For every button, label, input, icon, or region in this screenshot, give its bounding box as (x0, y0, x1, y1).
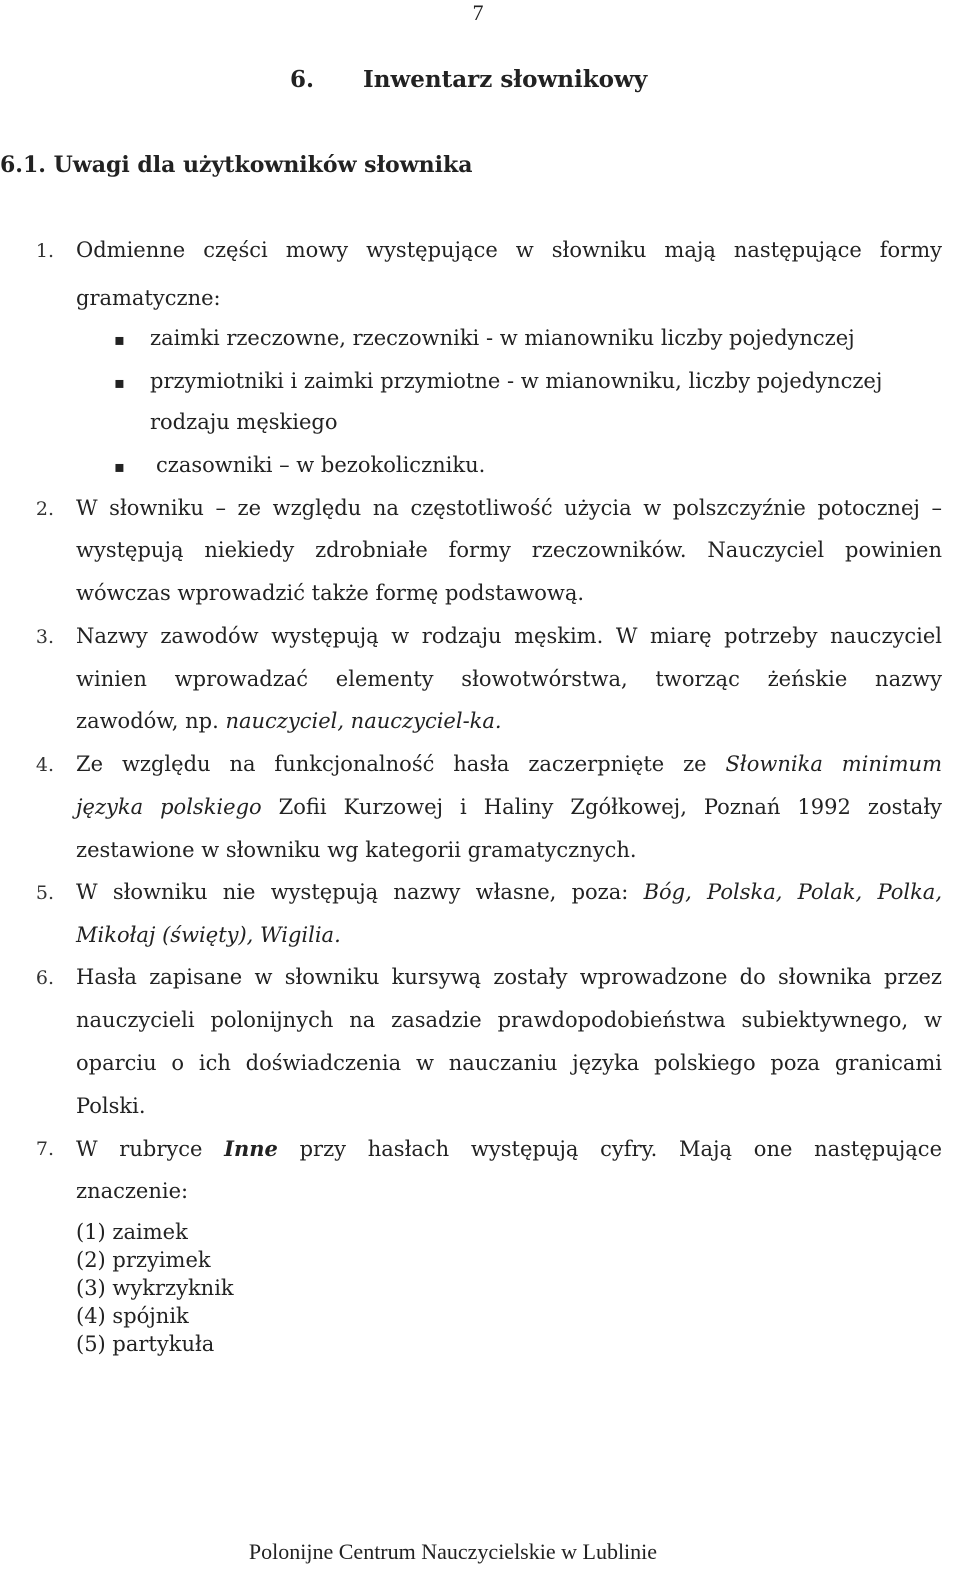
section-number: 6. (290, 66, 315, 93)
item-text-line: winien wprowadzać elementy słowotwórstwa, tworząc żeńskie nazwy (76, 667, 942, 691)
italic-title: Słownika minimum (725, 752, 942, 776)
item-text-line: Hasła zapisane w słowniku kursywą zostały wprowadzone do słownika przez (76, 965, 942, 989)
item-number: 7. (35, 1138, 54, 1160)
item-text-line (76, 752, 942, 776)
code-list (76, 1218, 234, 1358)
code-list-item: (3) wykrzyknik (76, 1276, 234, 1300)
section-title: Inwentarz słownikowy (363, 66, 648, 93)
code-list-item: (4) spójnik (76, 1304, 189, 1328)
page-number: 7 (472, 0, 484, 25)
bold-italic-term: Inne (224, 1136, 278, 1161)
item-number: 2. (35, 498, 54, 520)
italic-example: nauczyciel, nauczyciel-ka. (225, 709, 502, 733)
subsection-heading: 6.1. Uwagi dla użytkowników słownika (0, 152, 473, 178)
code-list-item: (1) zaimek (76, 1220, 188, 1244)
bullet-icon: ▪ (114, 457, 125, 476)
item-number: 6. (35, 967, 54, 989)
item-text-line: W słowniku – ze względu na częstotliwość użycia w polszczyźnie potocznej – (76, 496, 942, 520)
text-run: W rubryce (76, 1137, 203, 1161)
item-text-line: Nazwy zawodów występują w rodzaju męskim. W miarę potrzeby nauczyciel (76, 624, 942, 648)
text-run: przy hasłach występują cyfry. Mają one następujące (299, 1137, 942, 1161)
text-run: zawodów, np. (76, 709, 219, 733)
code-list-item: (2) przyimek (76, 1248, 211, 1272)
item-text-line: Odmienne części mowy występujące w słowniku mają następujące formy (76, 238, 942, 262)
bullet-text: czasowniki – w bezokoliczniku. (156, 453, 486, 477)
item-number: 4. (35, 754, 54, 776)
item-text-line: oparciu o ich doświadczenia w nauczaniu języka polskiego poza granicami (76, 1051, 942, 1075)
item-text-line (76, 795, 942, 819)
item-number: 1. (35, 240, 54, 262)
item-text-line: znaczenie: (76, 1179, 189, 1203)
item-text-line: zestawione w słowniku wg kategorii gramatycznych. (76, 838, 637, 862)
item-text-line (76, 880, 942, 904)
bullet-icon: ▪ (114, 373, 125, 392)
item-text-line: gramatyczne: (76, 286, 221, 310)
item-text-line (76, 709, 502, 733)
item-text-line: Polski. (76, 1094, 146, 1118)
item-text-line: występują niekiedy zdrobniałe formy rzeczowników. Nauczyciel powinien (76, 538, 942, 562)
item-number: 3. (35, 626, 54, 648)
text-run: Zofii Kurzowej i Haliny Zgółkowej, Poznań 1992 zostały (278, 795, 942, 819)
text-run: Ze względu na funkcjonalność hasła zaczerpnięte ze (76, 752, 707, 776)
item-text-line: wówczas wprowadzić także formę podstawową. (76, 581, 585, 605)
code-list-item: (5) partykuła (76, 1332, 215, 1356)
bullet-icon: ▪ (114, 330, 125, 349)
bullet-text: zaimki rzeczowne, rzeczowniki - w mianowniku liczby pojedynczej (150, 326, 855, 350)
item-text-line: Mikołaj (święty), Wigilia. (76, 923, 341, 947)
section-heading (290, 66, 647, 93)
item-text-line (76, 1136, 942, 1161)
bullet-text: przymiotniki i zaimki przymiotne - w mianowniku, liczby pojedynczej (150, 369, 883, 393)
item-number: 5. (35, 882, 54, 904)
text-run: W słowniku nie występują nazwy własne, poza: (76, 880, 629, 904)
bullet-text-continuation: rodzaju męskiego (150, 410, 338, 434)
page-footer: Polonijne Centrum Nauczycielskie w Lublinie (248, 1539, 658, 1564)
item-text-line: nauczycieli polonijnych na zasadzie prawdopodobieństwa subiektywnego, w (76, 1008, 942, 1032)
italic-title: języka polskiego (76, 795, 262, 819)
italic-proper-names: Bóg, Polska, Polak, Polka, (643, 880, 943, 904)
